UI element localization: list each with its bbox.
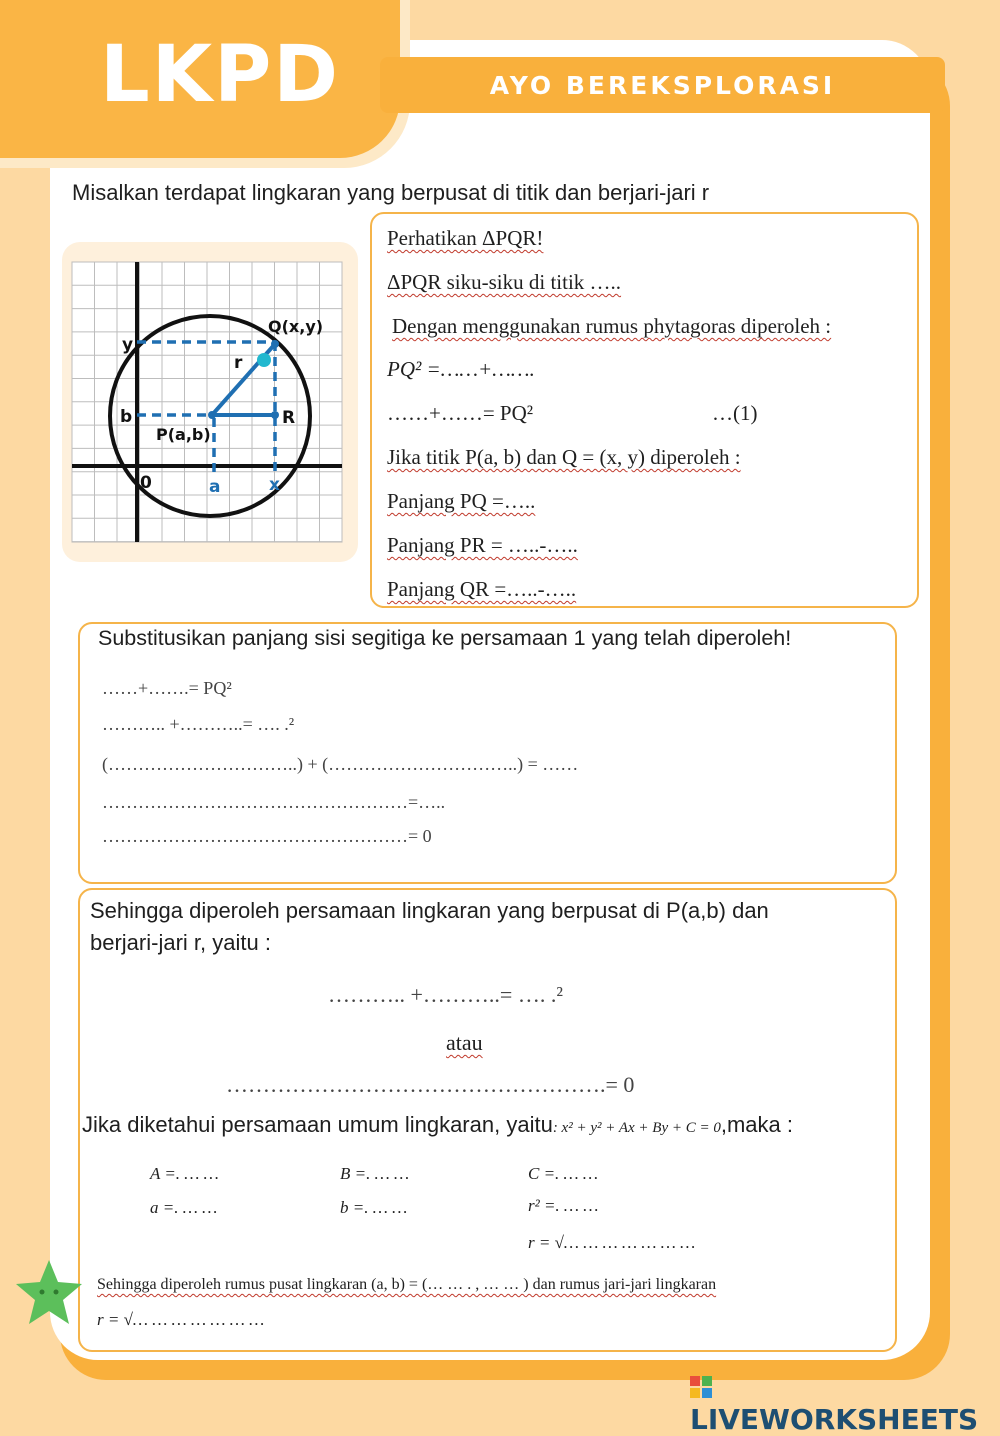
pqr-line-5: ……+……= PQ² bbox=[387, 401, 534, 425]
general-suffix: ,maka : bbox=[720, 1112, 793, 1137]
general-equation: : x² + y² + Ax + By + C = 0 bbox=[552, 1120, 721, 1136]
result-heading-2: berjari-jari r, yaitu : bbox=[90, 930, 271, 955]
result-equation-1: ……….. +………..= …. .² bbox=[328, 982, 563, 1007]
result-atau: atau bbox=[446, 1030, 483, 1055]
pqr-line-3: Dengan menggunakan rumus phytagoras diperoleh : bbox=[392, 314, 832, 338]
value-b: b =. … … bbox=[340, 1198, 408, 1217]
conclusion-radius: r = √… … … … … … … bbox=[97, 1310, 265, 1329]
label-a: a bbox=[209, 477, 221, 497]
conclusion-line: Sehingga diperoleh rumus pusat lingkaran (a, b) = (… … . , … … ) dan rumus jari-jari lingkaran bbox=[97, 1276, 717, 1293]
point-r bbox=[271, 411, 279, 419]
label-b: b bbox=[120, 407, 133, 427]
point-p bbox=[208, 411, 216, 419]
liveworksheets-text: LIVEWORKSHEETS bbox=[690, 1403, 979, 1436]
pqr-line-2 bbox=[387, 270, 621, 295]
substitution-line-4: ……………………………………………=….. bbox=[102, 792, 446, 812]
radius-marker bbox=[257, 353, 271, 367]
substitution-line-3: (…………………………..) + (…………………………..) = …… bbox=[102, 754, 579, 774]
pqr-box bbox=[370, 212, 919, 608]
liveworksheets-logo bbox=[690, 1370, 1000, 1436]
pqr-line-4: PQ² =……+……. bbox=[387, 357, 535, 381]
pqr-line-8: Panjang PR = …..-….. bbox=[387, 533, 578, 557]
label-origin: 0 bbox=[140, 473, 152, 493]
general-prefix: Jika diketahui persamaan umum lingkaran, yaitu bbox=[82, 1112, 553, 1137]
substitution-line-2: ……….. +………..= …. .² bbox=[102, 714, 295, 734]
result-heading-1: Sehingga diperoleh persamaan lingkaran yang berpusat di P(a,b) dan bbox=[90, 898, 769, 923]
diagram-panel bbox=[62, 242, 358, 562]
substitution-box bbox=[78, 622, 897, 884]
point-q bbox=[271, 340, 279, 348]
label-p: P(a,b) bbox=[156, 425, 211, 444]
pqr-equation-number: …(1) bbox=[712, 401, 758, 425]
circle-diagram bbox=[62, 242, 358, 562]
coef-A: A =. … … bbox=[150, 1164, 219, 1183]
star-icon bbox=[14, 1258, 84, 1328]
intro-text: Misalkan terdapat lingkaran yang berpusat di titik dan berjari-jari r bbox=[72, 180, 710, 205]
coef-B: B =. … … bbox=[340, 1164, 410, 1183]
label-q: Q(x,y) bbox=[268, 317, 324, 336]
liveworksheets-icon bbox=[690, 1376, 712, 1398]
label-r-point: R bbox=[282, 408, 296, 428]
pqr-line-6: Jika titik P(a, b) dan Q = (x, y) diperoleh : bbox=[387, 445, 741, 469]
result-equation-2: …………………………………………….= 0 bbox=[226, 1072, 635, 1097]
label-x: x bbox=[269, 475, 280, 495]
label-radius: r bbox=[234, 353, 243, 373]
pqr-line-2-text: ΔPQR siku-siku di titik ….. bbox=[387, 270, 622, 294]
coef-C: C =. … … bbox=[528, 1164, 599, 1183]
pqr-line-9: Panjang QR =…..-….. bbox=[387, 577, 577, 601]
result-box bbox=[78, 888, 897, 1352]
value-a: a =. … … bbox=[150, 1198, 218, 1217]
general-equation-line bbox=[82, 1112, 793, 1138]
value-r-squared: r² =. … … bbox=[528, 1196, 599, 1215]
page-title: LKPD bbox=[100, 30, 341, 120]
substitution-line-5: ……………………………………………= 0 bbox=[102, 826, 432, 846]
value-r: r = √… … … … … … … bbox=[528, 1233, 696, 1252]
label-y: y bbox=[122, 335, 134, 355]
pqr-line-1: Perhatikan ΔPQR! bbox=[387, 226, 544, 250]
section-banner: AYO BEREKSPLORASI bbox=[380, 57, 945, 113]
substitution-line-1: ……+…….= PQ² bbox=[102, 678, 232, 698]
pqr-line-7: Panjang PQ =….. bbox=[387, 489, 536, 513]
substitution-heading: Substitusikan panjang sisi segitiga ke persamaan 1 yang telah diperoleh! bbox=[98, 626, 792, 650]
conclusion-text bbox=[97, 1276, 716, 1294]
